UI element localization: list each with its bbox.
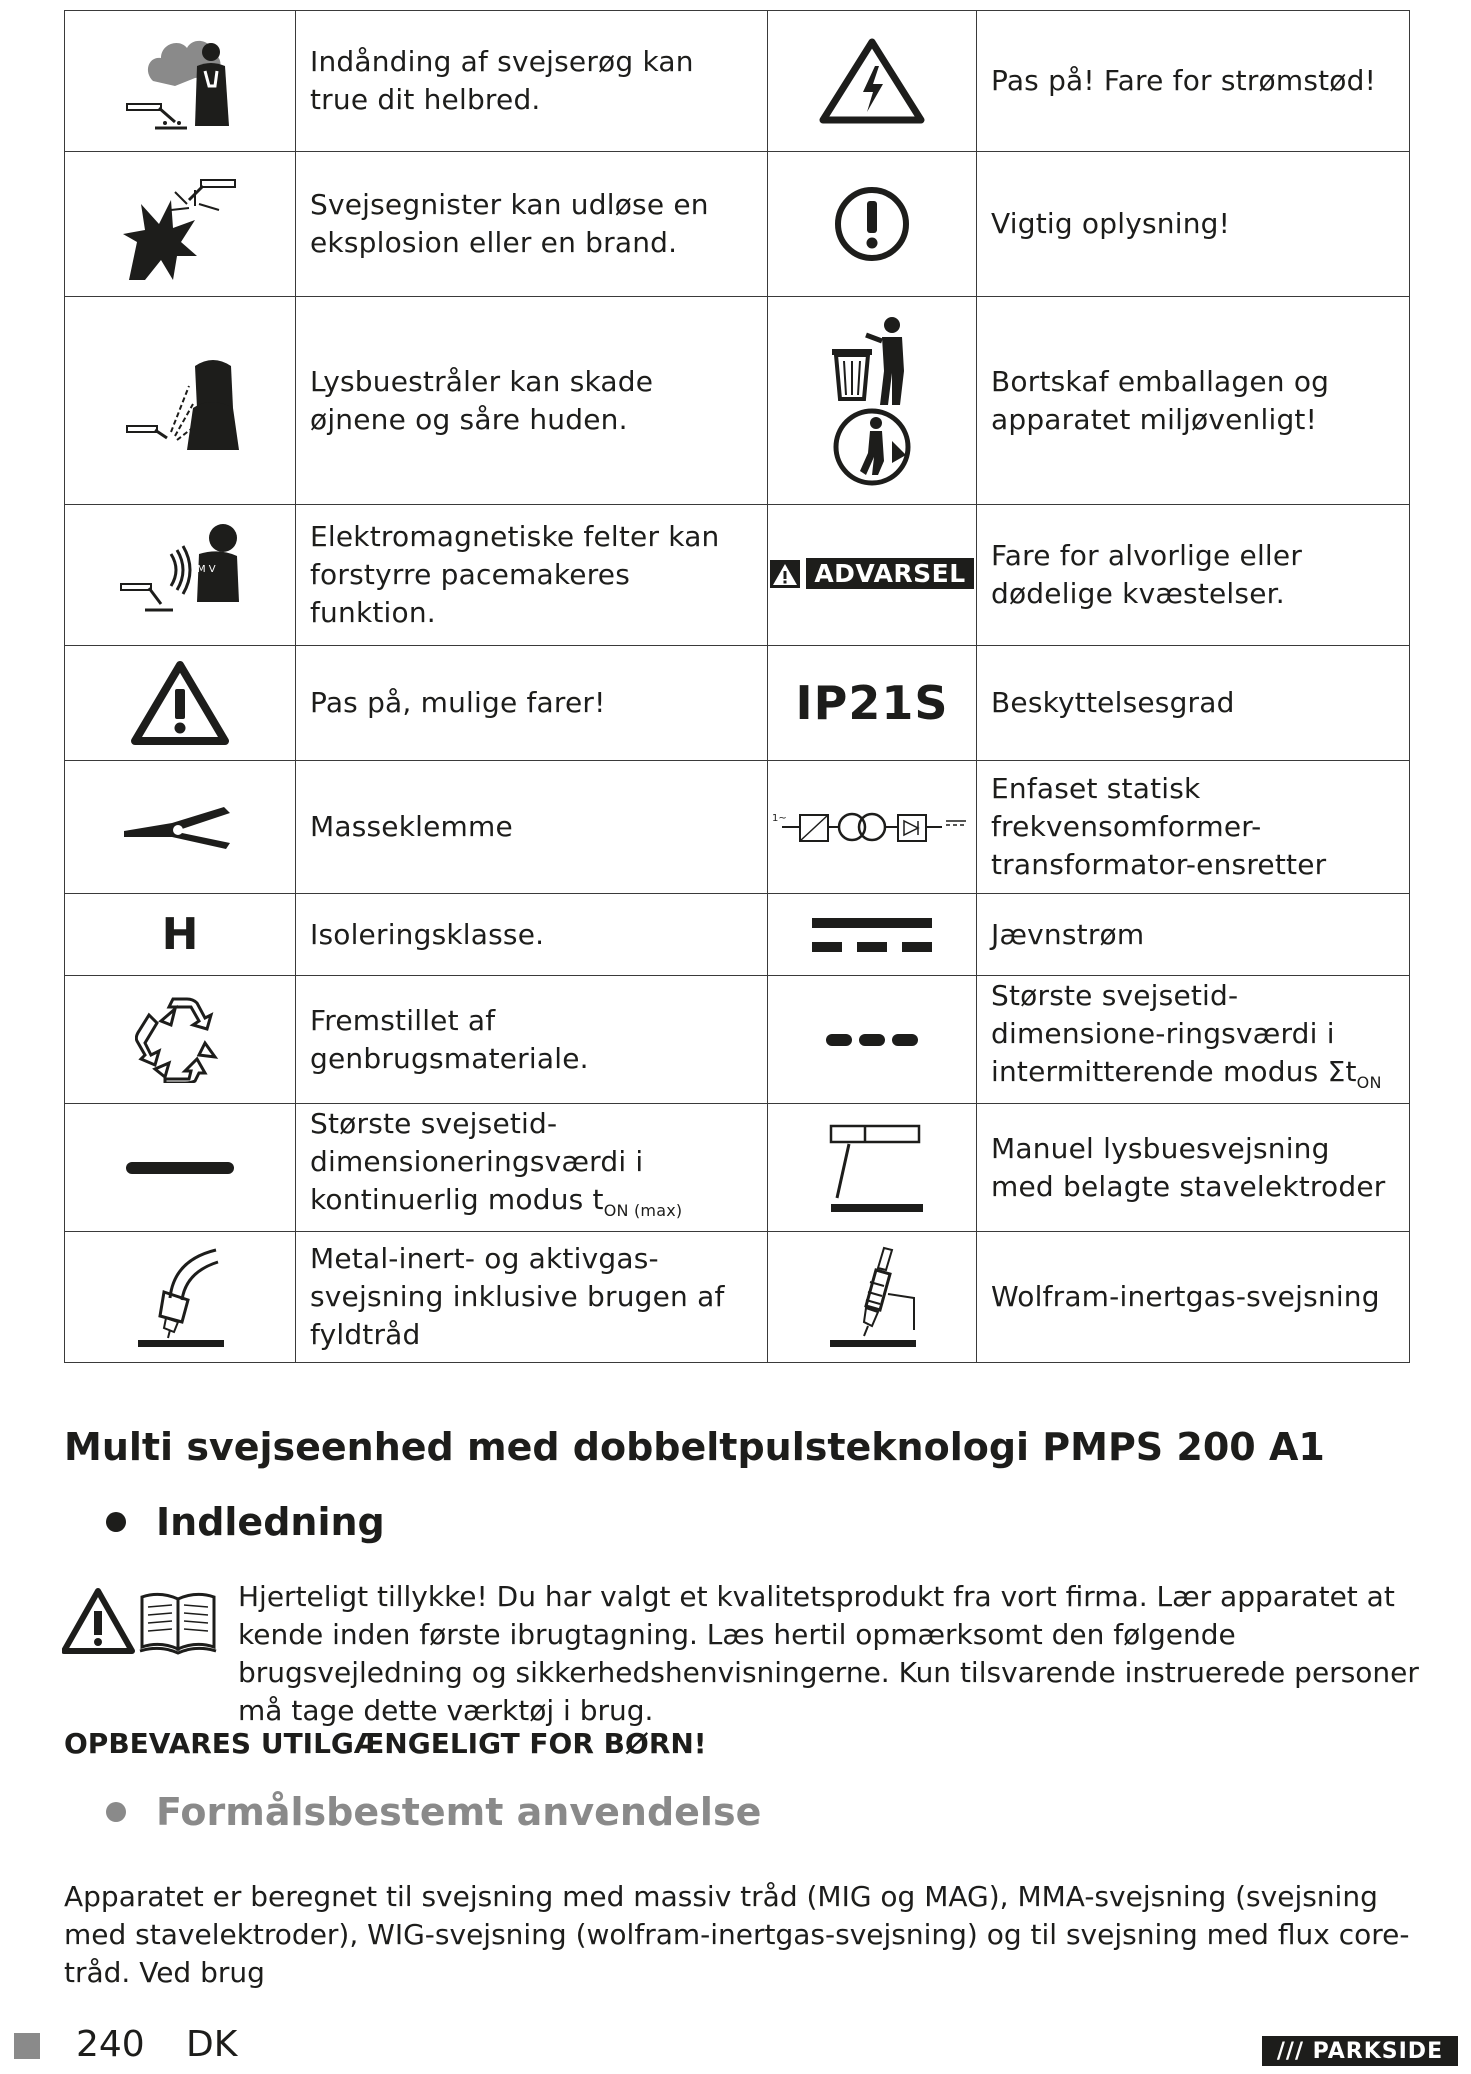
- symbol-description: Isoleringsklasse.: [296, 894, 768, 976]
- symbol-description: Pas på! Fare for strømstød!: [977, 11, 1410, 152]
- table-row: [65, 646, 1410, 761]
- direct-current-icon: [768, 894, 977, 976]
- arc-rays-icon: [65, 297, 296, 505]
- symbol-description: Enfaset statisk frekvensomformer-transformator-ensretter: [977, 761, 1410, 894]
- symbol-description: Wolfram-inertgas-svejsning: [977, 1232, 1410, 1363]
- table-row: [65, 152, 1410, 297]
- ip-rating-label: IP21S: [768, 646, 977, 761]
- symbol-description: Beskyttelsesgrad: [977, 646, 1410, 761]
- section-heading-intro: Indledning: [106, 1500, 385, 1544]
- symbol-description: Svejsegnister kan udløse en eksplosion eller en brand.: [296, 152, 768, 297]
- bullet-icon: [106, 1512, 126, 1532]
- symbol-description: Metal-inert- og aktivgas-svejsning inklusive brugen af fyldtråd: [296, 1232, 768, 1363]
- child-safety-warning: OPBEVARES UTILGÆNGELIGT FOR BØRN!: [64, 1727, 707, 1760]
- table-row: [65, 1232, 1410, 1363]
- page-number: 240: [76, 2024, 145, 2065]
- insulation-class-label: H: [65, 894, 296, 976]
- symbol-description: Masseklemme: [296, 761, 768, 894]
- table-row: [65, 761, 1410, 894]
- table-row: [65, 297, 1410, 505]
- brand-logo: /// PARKSIDE: [1262, 2036, 1458, 2066]
- advarsel-badge-icon: [768, 505, 977, 646]
- table-row: [65, 11, 1410, 152]
- advarsel-label: ADVARSEL: [806, 558, 973, 589]
- welding-sparks-explosion-icon: [65, 152, 296, 297]
- symbol-description: Manuel lysbuesvejsning med belagte stavelektroder: [977, 1104, 1410, 1232]
- electric-shock-warning-icon: [768, 11, 977, 152]
- language-code: DK: [186, 2024, 238, 2065]
- symbol-description: Elektromagnetiske felter kan forstyrre pacemakeres funktion.: [296, 505, 768, 646]
- symbol-description: Vigtig oplysning!: [977, 152, 1410, 297]
- caution-triangle-icon: [65, 646, 296, 761]
- recycling-icon: [65, 976, 296, 1104]
- table-row: [65, 505, 1410, 646]
- mig-torch-icon: [65, 1232, 296, 1363]
- section-heading-intended-use: Formålsbestemt anvendelse: [106, 1790, 761, 1834]
- symbol-description: Lysbuestråler kan skade øjnene og såre huden.: [296, 297, 768, 505]
- symbol-description: Jævnstrøm: [977, 894, 1410, 976]
- symbol-description: Indånding af svejserøg kan true dit helbred.: [296, 11, 768, 152]
- bullet-icon: [106, 1802, 126, 1822]
- continuous-line-icon: [65, 1104, 296, 1232]
- svg-text:M V: M V: [197, 564, 216, 575]
- important-information-icon: [768, 152, 977, 297]
- welding-fumes-icon: [65, 11, 296, 152]
- manual-book-icon: [140, 1594, 216, 1653]
- intro-paragraph: Hjerteligt tillykke! Du har valgt et kvalitetsprodukt fra vort firma. Lær apparatet at kende inden første ibrugtagning. Læs hertil opmærksomt den følgende brugsvejledning og sikkerhedshenvisningerne. Kun tilsvarende instruerede personer må tage dette værktøj i brug.: [238, 1580, 1419, 1727]
- intended-use-paragraph: Apparatet er beregnet til svejsning med massiv tråd (MIG og MAG), MMA-svejsning (svejsning med stavelektroder), WIG-svejsning (wolfram-inertgas-svejsning) og til svejsning med flux core-tråd. Ved brug: [64, 1880, 1410, 1989]
- symbol-description: Fare for alvorlige eller dødelige kvæstelser.: [977, 505, 1410, 646]
- mma-electrode-icon: [768, 1104, 977, 1232]
- symbol-description: Største svejsetid-dimensione-ringsværdi i intermitterende modus $\Sigma t_{ON}$: [977, 976, 1410, 1104]
- intro-icons: [62, 1587, 222, 1661]
- page-title: Multi svejseenhed med dobbeltpulsteknologi PMPS 200 A1: [64, 1425, 1325, 1469]
- symbol-description: Bortskaf emballagen og apparatet miljøvenligt!: [977, 297, 1410, 505]
- tig-torch-icon: [768, 1232, 977, 1363]
- symbol-description: Fremstillet af genbrugsmateriale.: [296, 976, 768, 1104]
- caution-triangle-icon: [64, 1591, 132, 1651]
- table-row: [65, 976, 1410, 1104]
- ground-clamp-icon: [65, 761, 296, 894]
- table-row: [65, 894, 1410, 976]
- intermittent-dashes-icon: [768, 976, 977, 1104]
- environmental-disposal-icon: [768, 297, 977, 505]
- inverter-diagram-icon: [768, 761, 977, 894]
- svg-text:1~: 1~: [772, 813, 787, 824]
- electromagnetic-field-icon: [65, 505, 296, 646]
- symbol-table: [64, 10, 1410, 1363]
- table-row: [65, 1104, 1410, 1232]
- symbol-description: Største svejsetid-dimensioneringsværdi i kontinuerlig modus $t_{ON (max)}$: [296, 1104, 768, 1232]
- symbol-description: Pas på, mulige farer!: [296, 646, 768, 761]
- footer-marker: [14, 2033, 40, 2059]
